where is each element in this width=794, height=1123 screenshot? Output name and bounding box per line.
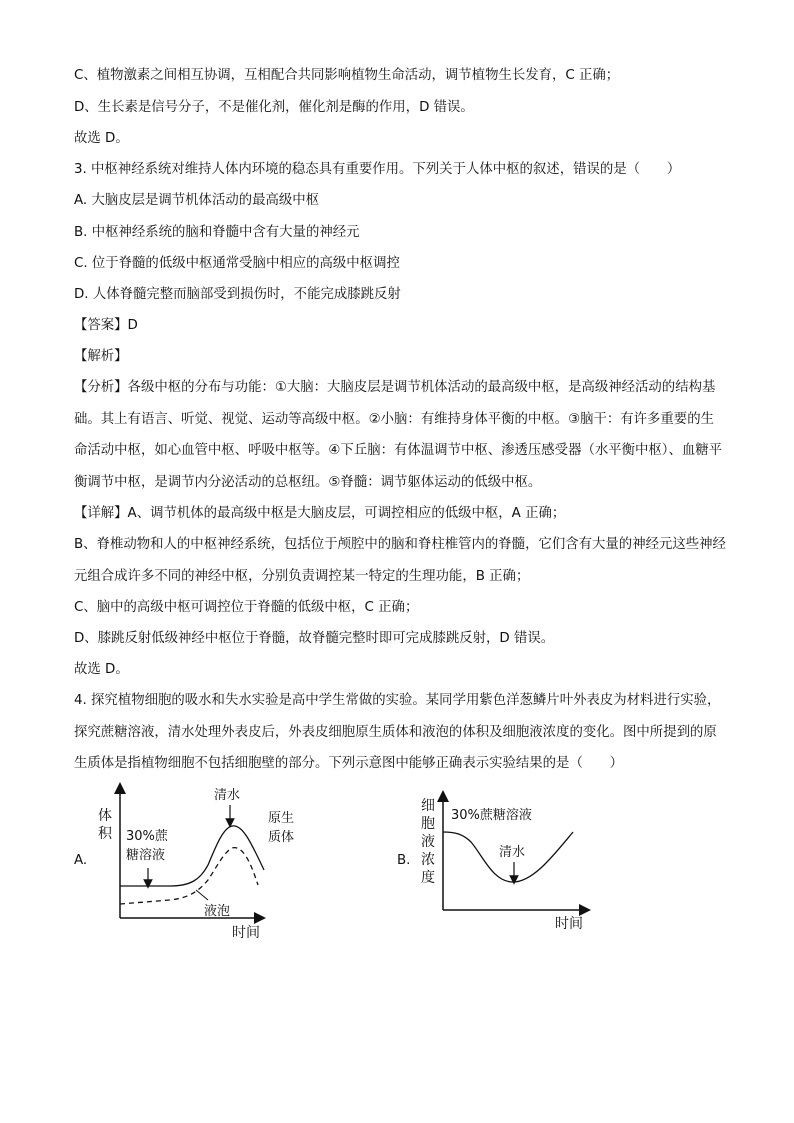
diagram-b-y-label-1: 细 — [421, 798, 435, 814]
diagram-a-vacuole-label: 液泡 — [204, 904, 231, 919]
detail-a: 【详解】A、调节机体的最高级中枢是大脑皮层，可调控相应的低级中枢，A 正确； — [74, 506, 566, 521]
question-3-option-a: A. 大脑皮层是调节机体活动的最高级中枢 — [74, 193, 320, 208]
diagram-b — [415, 790, 615, 935]
diagram-b-y-label-5: 度 — [421, 870, 435, 886]
detail-b: B、脊椎动物和人的中枢神经系统，包括位于颅腔中的脑和脊柱椎管内的脊髓，它们含有大量的神经元这些神经元组合成许多不同的神经中枢，分别负责调控某一特定的生理功能，B 正确； — [74, 537, 726, 584]
question-3-option-c: C. 位于脊髓的低级中枢通常受脑中相应的高级中枢调控 — [74, 256, 400, 271]
diagram-b-x-label: 时间 — [555, 916, 583, 932]
diagram-b-water-label: 清水 — [499, 845, 526, 860]
question-3-option-b: B. 中枢神经系统的脑和脊髓中含有大量的神经元 — [74, 225, 360, 240]
diagram-a-protoplast-label-1: 原生 — [268, 811, 295, 826]
diagram-b-y-label-3: 液 — [421, 834, 435, 850]
question-3-conclusion: 故选 D。 — [74, 662, 129, 677]
text-line-c: C、植物激素之间相互协调，互相配合共同影响植物生命活动，调节植物生长发育，C 正确； — [74, 68, 620, 83]
diagram-a-x-label: 时间 — [232, 925, 260, 940]
text-line-conclusion: 故选 D。 — [74, 131, 129, 146]
question-4-stem: 4. 探究植物细胞的吸水和失水实验是高中学生常做的实验。某同学用紫色洋葱鳞片叶外表皮为材料进行实验，探究蔗糖溶液，清水处理外表皮后，外表皮细胞原生质体和液泡的体积及细胞液浓度的变化。图中所提到的原生质体是指植物细胞不包括细胞壁的部分。下列示意图中能够正确表示实验结果的是（ ） — [74, 693, 721, 771]
diagram-a-water-label: 清水 — [214, 788, 241, 803]
diagram-b-sucrose-label: 30%蔗糖溶液 — [451, 808, 532, 823]
question-3-option-d: D. 人体脊髓完整而脑部受到损伤时，不能完成膝跳反射 — [74, 287, 401, 302]
question-3-stem: 3. 中枢神经系统对维持人体内环境的稳态具有重要作用。下列关于人体中枢的叙述，错误的是（ ） — [74, 162, 681, 177]
analysis-paragraph: 【分析】各级中枢的分布与功能：①大脑：大脑皮层是调节机体活动的最高级中枢，是高级神经活动的结构基础。其上有语言、听觉、视觉、运动等高级中枢。②小脑：有维持身体平衡的中枢。③脑干：有许多重要的生命活动中枢，如心血管中枢、呼吸中枢等。④下丘脑：有体温调节中枢、渗透压感受器（水平衡中枢）、血糖平衡调节中枢，是调节内分泌活动的总枢纽。⑤脊髓：调节躯体运动的低级中枢。 — [74, 380, 723, 490]
text-line-d: D、生长素是信号分子，不是催化剂，催化剂是酶的作用，D 错误。 — [74, 100, 474, 115]
diagram-b-y-label-2: 胞 — [421, 816, 435, 832]
detail-c: C、脑中的高级中枢可调控位于脊髓的低级中枢，C 正确； — [74, 600, 419, 615]
option-a-label: A. — [74, 853, 88, 868]
diagram-a-y-label-2: 积 — [98, 826, 112, 842]
diagram-a — [90, 780, 320, 940]
diagram-a-sucrose-label-1: 30%蔗 — [126, 829, 168, 844]
diagram-a-vacuole-pointer — [196, 890, 208, 900]
diagram-a-sucrose-label-2: 糖溶液 — [126, 848, 166, 863]
diagram-a-y-label-1: 体 — [98, 808, 112, 824]
diagram-b-y-label-4: 浓 — [421, 852, 435, 868]
detail-d: D、膝跳反射低级神经中枢位于脊髓，故脊髓完整时即可完成膝跳反射，D 错误。 — [74, 631, 555, 646]
option-b-label: B. — [397, 853, 411, 868]
analysis-title: 【解析】 — [74, 349, 128, 364]
diagram-a-protoplast-label-2: 质体 — [268, 830, 295, 845]
answer-label: 【答案】D — [74, 318, 138, 333]
